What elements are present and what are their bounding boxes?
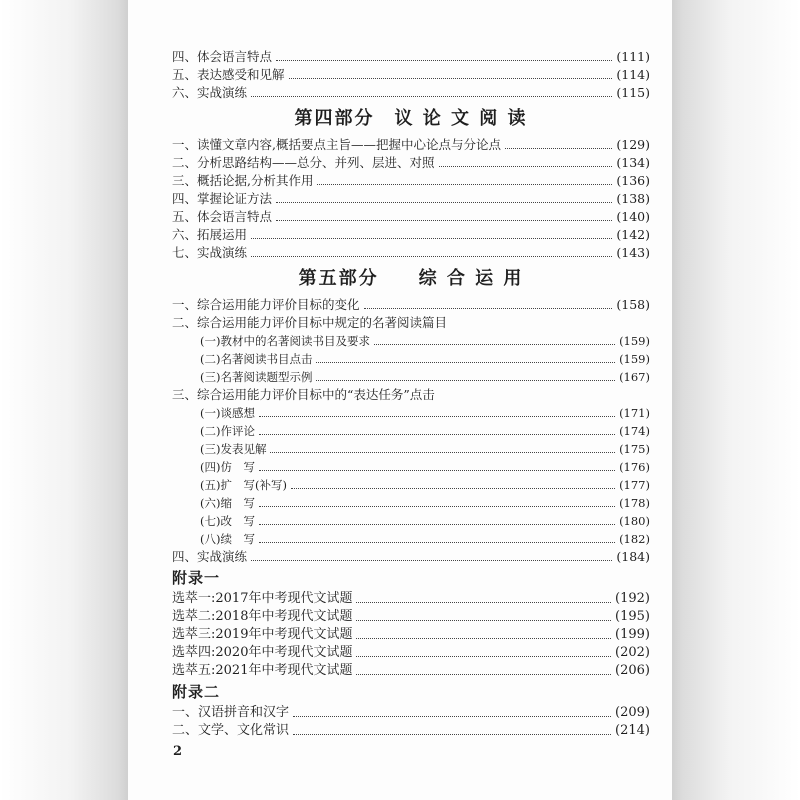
toc-section-heading[interactable] — [172, 386, 650, 404]
toc-entry-title: 七、实战演练 — [172, 245, 248, 260]
toc-entry-title: 六、拓展运用 — [172, 227, 248, 242]
toc-entry-title: 六、实战演练 — [172, 85, 248, 100]
toc-entry-page: (184) — [616, 549, 650, 564]
appendix1-title: 附录一 — [172, 569, 221, 587]
toc-entry[interactable] — [172, 704, 650, 722]
toc-subentry-title: (一)谈感想 — [200, 406, 255, 420]
toc-entry-title: 选萃四:2020年中考现代文试题 — [172, 645, 353, 660]
toc-entry-page: (114) — [616, 67, 650, 82]
toc-entry-title: 四、掌握论证方法 — [172, 191, 273, 206]
toc-entry-page: (136) — [616, 173, 650, 188]
toc-subentry[interactable] — [172, 476, 650, 494]
dot-leader — [259, 434, 615, 435]
toc-subentry[interactable] — [172, 422, 650, 440]
dot-leader — [356, 602, 611, 603]
toc-entry-page: (206) — [615, 663, 650, 678]
toc-entry[interactable] — [172, 48, 650, 66]
toc-entry-title: 一、汉语拼音和汉字 — [172, 705, 290, 720]
toc-entry-page: (111) — [616, 49, 650, 64]
toc-entry[interactable] — [172, 244, 650, 262]
toc-entry-title: 选萃一:2017年中考现代文试题 — [172, 591, 353, 606]
dot-leader — [251, 256, 612, 257]
page-shadow-left — [0, 0, 128, 800]
toc-entry-page: (134) — [616, 155, 650, 170]
toc-subentry-title: (二)作评论 — [200, 424, 255, 438]
toc-subentry-title: (三)名著阅读题型示例 — [200, 370, 313, 384]
page-shadow-right — [672, 0, 800, 800]
toc-entry[interactable] — [172, 548, 650, 566]
dot-leader — [356, 674, 611, 675]
toc-subentry-title: (一)教材中的名著阅读书目及要求 — [200, 334, 370, 348]
toc-entry-page: (214) — [615, 723, 650, 738]
toc-subentry-title: (五)扩 写(补写) — [200, 478, 287, 492]
dot-leader — [289, 78, 613, 79]
toc-entry-page: (167) — [619, 370, 650, 384]
dot-leader — [259, 470, 615, 471]
toc-subentry[interactable] — [172, 458, 650, 476]
toc-entry-page: (202) — [615, 645, 650, 660]
toc-entry-title: 选萃五:2021年中考现代文试题 — [172, 663, 353, 678]
part4-title: 第四部分 议 论 文 阅 读 — [294, 108, 528, 129]
toc-section-heading[interactable] — [172, 314, 650, 332]
toc-entry-title: 五、表达感受和见解 — [172, 67, 285, 82]
toc-entry[interactable] — [172, 226, 650, 244]
toc-entry-page: (199) — [615, 627, 650, 642]
toc-entry-page: (176) — [619, 460, 650, 474]
dot-leader — [276, 60, 612, 61]
dot-leader — [374, 344, 615, 345]
toc-subentry[interactable] — [172, 440, 650, 458]
toc-entry-title: 五、体会语言特点 — [172, 209, 273, 224]
dot-leader — [251, 96, 612, 97]
table-of-contents — [172, 48, 650, 740]
toc-entry-title: 二、文学、文化常识 — [172, 723, 290, 738]
toc-entry-page: (138) — [616, 191, 650, 206]
toc-entry[interactable] — [172, 608, 650, 626]
toc-entry-page: (182) — [619, 532, 650, 546]
dot-leader — [251, 560, 612, 561]
toc-entry-title: 三、概括论据,分析其作用 — [172, 173, 314, 188]
toc-entry-title: 二、分析思路结构——总分、并列、层进、对照 — [172, 155, 435, 170]
toc-entry-page: (178) — [619, 496, 650, 510]
toc-entry[interactable] — [172, 644, 650, 662]
dot-leader — [505, 148, 612, 149]
toc-entry-title: 一、综合运用能力评价目标的变化 — [172, 297, 360, 312]
toc-subentry[interactable] — [172, 530, 650, 548]
toc-subentry[interactable] — [172, 494, 650, 512]
toc-subentry-title: (八)续 写 — [200, 532, 255, 546]
dot-leader — [293, 716, 611, 717]
toc-entry-title: 一、读懂文章内容,概括要点主旨——把握中心论点与分论点 — [172, 137, 501, 152]
dot-leader — [356, 638, 611, 639]
toc-entry[interactable] — [172, 722, 650, 740]
toc-subentry-title: (七)改 写 — [200, 514, 255, 528]
toc-entry[interactable] — [172, 136, 650, 154]
toc-entry[interactable] — [172, 590, 650, 608]
toc-entry-page: (143) — [616, 245, 650, 260]
toc-entry-page: (171) — [619, 406, 650, 420]
dot-leader — [276, 220, 612, 221]
dot-leader — [276, 202, 612, 203]
dot-leader — [317, 184, 612, 185]
appendix2-title: 附录二 — [172, 683, 221, 701]
dot-leader — [259, 506, 615, 507]
toc-subentry[interactable] — [172, 350, 650, 368]
toc-subentry-title: (四)仿 写 — [200, 460, 255, 474]
dot-leader — [316, 362, 615, 363]
toc-subentry[interactable] — [172, 368, 650, 386]
toc-entry[interactable] — [172, 172, 650, 190]
toc-entry[interactable] — [172, 66, 650, 84]
toc-subentry[interactable] — [172, 404, 650, 422]
dot-leader — [356, 656, 611, 657]
toc-entry-page: (180) — [619, 514, 650, 528]
toc-subentry-title: (三)发表见解 — [200, 442, 267, 456]
toc-subentry-title: (二)名著阅读书目点击 — [200, 352, 313, 366]
dot-leader — [259, 524, 615, 525]
toc-entry[interactable] — [172, 190, 650, 208]
toc-entry-page: (209) — [615, 705, 650, 720]
toc-entry-page: (115) — [616, 85, 650, 100]
toc-entry[interactable] — [172, 154, 650, 172]
toc-entry-title: 选萃二:2018年中考现代文试题 — [172, 609, 353, 624]
dot-leader — [439, 166, 613, 167]
toc-entry[interactable] — [172, 296, 650, 314]
toc-entry[interactable] — [172, 208, 650, 226]
dot-leader — [356, 620, 611, 621]
dot-leader — [259, 416, 615, 417]
part5-title: 第五部分 综 合 运 用 — [298, 268, 524, 289]
dot-leader — [259, 542, 615, 543]
toc-entry-page: (174) — [619, 424, 650, 438]
dot-leader — [364, 308, 613, 309]
toc-entry-page: (140) — [616, 209, 650, 224]
toc-entry-page: (159) — [619, 334, 650, 348]
toc-entry-page: (195) — [615, 609, 650, 624]
toc-entry-title: 三、综合运用能力评价目标中的“表达任务”点击 — [172, 387, 435, 402]
toc-subentry-title: (六)缩 写 — [200, 496, 255, 510]
toc-entry-title: 选萃三:2019年中考现代文试题 — [172, 627, 353, 642]
dot-leader — [251, 238, 612, 239]
toc-entry-title: 二、综合运用能力评价目标中规定的名著阅读篇目 — [172, 315, 448, 330]
toc-entry-page: (158) — [616, 297, 650, 312]
toc-entry-title: 四、体会语言特点 — [172, 49, 273, 64]
toc-entry-title: 四、实战演练 — [172, 549, 248, 564]
dot-leader — [293, 734, 611, 735]
toc-entry-page: (177) — [619, 478, 650, 492]
dot-leader — [316, 380, 615, 381]
toc-entry[interactable] — [172, 84, 650, 102]
toc-subentry[interactable] — [172, 332, 650, 350]
dot-leader — [270, 452, 615, 453]
toc-subentry[interactable] — [172, 512, 650, 530]
dot-leader — [291, 488, 615, 489]
toc-entry-page: (142) — [616, 227, 650, 242]
page-number: 2 — [173, 744, 183, 759]
toc-entry-page: (192) — [615, 591, 650, 606]
toc-entry-page: (175) — [619, 442, 650, 456]
toc-entry-page: (159) — [619, 352, 650, 366]
toc-entry[interactable] — [172, 662, 650, 680]
toc-entry[interactable] — [172, 626, 650, 644]
toc-entry-page: (129) — [616, 137, 650, 152]
